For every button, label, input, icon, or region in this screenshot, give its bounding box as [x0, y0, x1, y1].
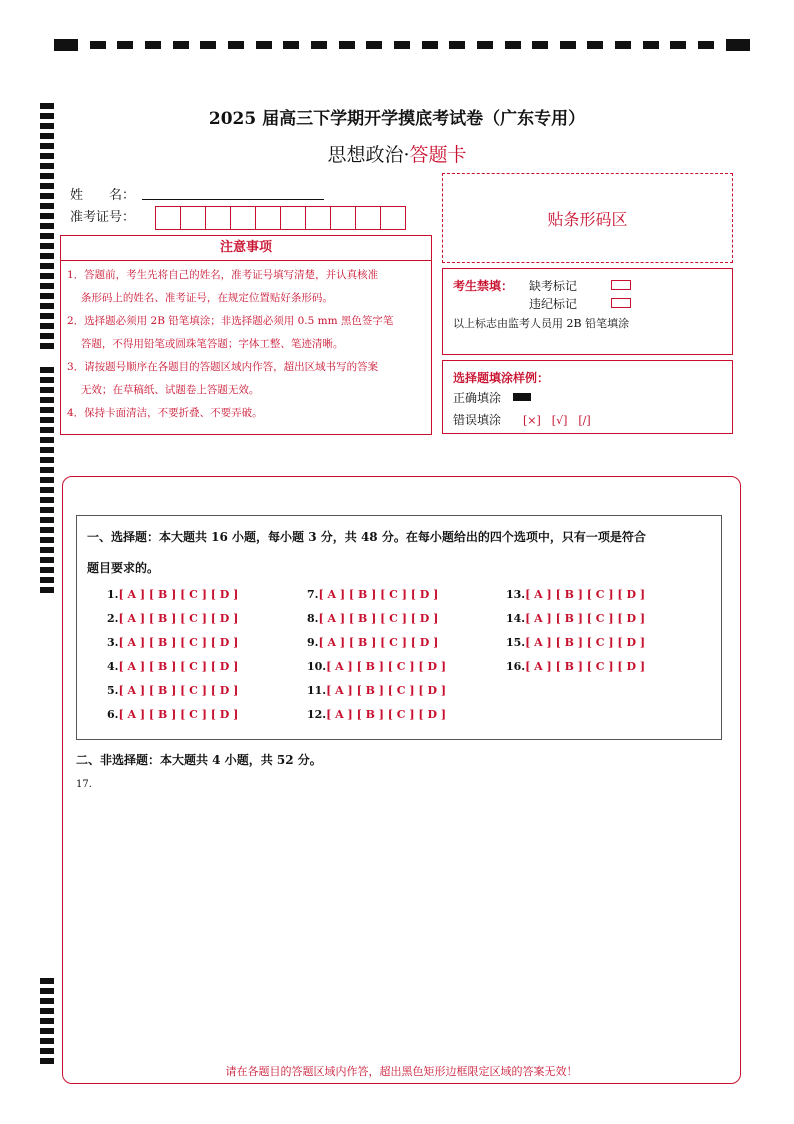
timing-mark	[40, 437, 54, 443]
id-digit-box[interactable]	[155, 206, 181, 230]
question-number: 5.	[107, 684, 119, 697]
timing-mark	[40, 467, 54, 473]
timing-mark	[40, 213, 54, 219]
absent-label: 缺考标记	[529, 279, 578, 293]
barcode-area: 贴条形码区	[442, 173, 733, 263]
timing-mark	[40, 507, 54, 513]
footer-warning: 请在各题目的答题区域内作答，超出黑色矩形边框限定区域的答案无效！	[225, 1065, 578, 1078]
question-17-label: 17.	[76, 779, 92, 790]
answer-bubbles[interactable]: [ A ] [ B ] [ C ] [ D ]	[118, 684, 239, 697]
timing-mark	[366, 41, 382, 49]
choice-question[interactable]	[107, 708, 238, 721]
answer-bubbles[interactable]: [ A ] [ B ] [ C ] [ D ]	[326, 660, 447, 673]
timing-mark	[560, 41, 576, 49]
timing-mark	[228, 41, 244, 49]
choice-question[interactable]	[506, 612, 645, 625]
timing-mark	[40, 367, 54, 373]
timing-mark	[40, 173, 54, 179]
notice-title: 注意事项	[61, 236, 431, 261]
answer-bubbles[interactable]: [ A ] [ B ] [ C ] [ D ]	[525, 636, 646, 649]
exam-title: 2025 届高三下学期开学摸底考试卷（广东专用）	[208, 109, 586, 129]
choice-question[interactable]	[506, 660, 645, 673]
answer-bubbles[interactable]: [ A ] [ B ] [ C ] [ D ]	[525, 612, 646, 625]
id-digit-box[interactable]	[180, 206, 206, 230]
timing-mark	[40, 377, 54, 383]
timing-mark	[40, 557, 54, 563]
notice-item: 条形码上的姓名、准考证号，在规定位置贴好条形码。	[67, 292, 333, 304]
timing-mark	[40, 417, 54, 423]
timing-mark	[40, 407, 54, 413]
notice-item: 3．请按题号顺序在各题目的答题区域内作答，超出区域书写的答案	[67, 361, 379, 373]
timing-mark	[40, 323, 54, 329]
answer-bubbles[interactable]: [ A ] [ B ] [ C ] [ D ]	[326, 684, 447, 697]
timing-mark	[54, 39, 78, 51]
top-timing-marks	[54, 39, 750, 51]
choice-question[interactable]	[107, 684, 238, 697]
timing-mark	[40, 1048, 54, 1054]
id-digit-box[interactable]	[355, 206, 381, 230]
timing-mark	[40, 313, 54, 319]
timing-mark	[256, 41, 272, 49]
timing-mark	[394, 41, 410, 49]
answer-bubbles[interactable]: [ A ] [ B ] [ C ] [ D ]	[318, 612, 439, 625]
timing-mark	[40, 527, 54, 533]
timing-mark	[40, 343, 54, 349]
timing-mark	[40, 998, 54, 1004]
timing-mark	[40, 577, 54, 583]
timing-mark	[40, 497, 54, 503]
choice-question[interactable]	[307, 612, 438, 625]
left-timing-marks-lower	[40, 978, 54, 1064]
question-17-answer-area[interactable]	[76, 796, 726, 1056]
timing-mark	[40, 333, 54, 339]
timing-mark	[40, 293, 54, 299]
notice-item: 4．保持卡面清洁，不要折叠、不要弄破。	[67, 407, 263, 419]
id-number-boxes[interactable]	[156, 206, 406, 230]
timing-mark	[40, 243, 54, 249]
timing-mark	[173, 41, 189, 49]
notice-item: 1．答题前，考生先将自己的姓名，准考证号填写清楚，并认真核准	[67, 269, 379, 281]
notice-item: 2．选择题必须用 2B 铅笔填涂；非选择题必须用 0.5 mm 黑色签字笔	[67, 315, 394, 327]
violation-mark-box[interactable]	[611, 298, 631, 308]
question-number: 4.	[107, 660, 119, 673]
question-number: 12.	[307, 708, 327, 721]
sample-title: 选择题填涂样例：	[453, 371, 550, 385]
question-number: 10.	[307, 660, 327, 673]
ban-title: 考生禁填：	[453, 279, 514, 293]
timing-mark	[40, 487, 54, 493]
choice-question[interactable]	[307, 588, 438, 601]
id-digit-box[interactable]	[205, 206, 231, 230]
id-digit-box[interactable]	[380, 206, 406, 230]
timing-mark	[40, 1018, 54, 1024]
timing-mark	[40, 273, 54, 279]
answer-bubbles[interactable]: [ A ] [ B ] [ C ] [ D ]	[118, 660, 239, 673]
timing-mark	[283, 41, 299, 49]
timing-mark	[726, 39, 750, 51]
subtitle	[0, 140, 794, 167]
timing-mark	[422, 41, 438, 49]
timing-mark	[40, 447, 54, 453]
question-number: 6.	[107, 708, 119, 721]
choice-question[interactable]	[506, 636, 645, 649]
timing-mark	[449, 41, 465, 49]
timing-mark	[40, 303, 54, 309]
id-label: 准考证号：	[70, 210, 136, 225]
timing-mark	[40, 283, 54, 289]
fill-sample-panel	[442, 360, 733, 434]
timing-mark	[40, 183, 54, 189]
id-digit-box[interactable]	[330, 206, 356, 230]
choice-question[interactable]	[307, 684, 446, 697]
question-number: 15.	[506, 636, 526, 649]
timing-mark	[40, 263, 54, 269]
choice-question[interactable]	[307, 636, 438, 649]
left-timing-marks-middle	[40, 367, 54, 593]
answer-bubbles[interactable]: [ A ] [ B ] [ C ] [ D ]	[318, 636, 439, 649]
timing-mark	[40, 427, 54, 433]
id-digit-box[interactable]	[280, 206, 306, 230]
timing-mark	[40, 547, 54, 553]
question-number: 2.	[107, 612, 119, 625]
wrong-fill-samples: [×] [√] [/]	[523, 414, 591, 427]
timing-mark	[698, 41, 714, 49]
answer-bubbles[interactable]: [ A ] [ B ] [ C ] [ D ]	[118, 612, 239, 625]
notice-list	[67, 264, 425, 425]
timing-mark	[40, 203, 54, 209]
answer-bubbles[interactable]: [ A ] [ B ] [ C ] [ D ]	[318, 588, 439, 601]
absent-mark-box[interactable]	[611, 280, 631, 290]
notice-item: 答题，不得用铅笔或圆珠笔答题；字体工整、笔迹清晰。	[67, 338, 344, 350]
name-field[interactable]	[142, 199, 324, 200]
timing-mark	[505, 41, 521, 49]
ban-note: 以上标志由监考人员用 2B 铅笔填涂	[453, 317, 630, 330]
violation-label: 违纪标记	[529, 297, 578, 311]
answer-bubbles[interactable]: [ A ] [ B ] [ C ] [ D ]	[118, 708, 239, 721]
question-number: 3.	[107, 636, 119, 649]
timing-mark	[40, 223, 54, 229]
timing-mark	[670, 41, 686, 49]
timing-mark	[311, 41, 327, 49]
id-digit-box[interactable]	[305, 206, 331, 230]
choice-question[interactable]	[107, 636, 238, 649]
answer-bubbles[interactable]: [ A ] [ B ] [ C ] [ D ]	[525, 660, 646, 673]
answer-bubbles[interactable]: [ A ] [ B ] [ C ] [ D ]	[118, 636, 239, 649]
correct-fill-sample	[513, 393, 531, 401]
answer-bubbles[interactable]: [ A ] [ B ] [ C ] [ D ]	[118, 588, 239, 601]
id-digit-box[interactable]	[230, 206, 256, 230]
notice-item: 无效；在草稿纸、试题卷上答题无效。	[67, 384, 260, 396]
correct-fill-label: 正确填涂	[453, 391, 502, 405]
question-number: 9.	[307, 636, 319, 649]
choice-section	[76, 515, 722, 740]
timing-mark	[40, 587, 54, 593]
timing-mark	[40, 978, 54, 984]
timing-mark	[587, 41, 603, 49]
choice-question[interactable]	[307, 708, 446, 721]
answer-card-label: 答题卡	[409, 144, 467, 166]
timing-mark	[477, 41, 493, 49]
timing-mark	[40, 133, 54, 139]
timing-mark	[40, 1008, 54, 1014]
timing-mark	[40, 477, 54, 483]
id-digit-box[interactable]	[255, 206, 281, 230]
timing-mark	[339, 41, 355, 49]
timing-mark	[200, 41, 216, 49]
timing-mark	[145, 41, 161, 49]
timing-mark	[40, 988, 54, 994]
timing-mark	[40, 233, 54, 239]
timing-mark	[40, 1028, 54, 1034]
answer-bubbles[interactable]: [ A ] [ B ] [ C ] [ D ]	[525, 588, 646, 601]
choice-question[interactable]	[506, 588, 645, 601]
timing-mark	[643, 41, 659, 49]
question-number: 11.	[307, 684, 327, 697]
question-number: 8.	[307, 612, 319, 625]
question-number: 16.	[506, 660, 526, 673]
timing-mark	[40, 253, 54, 259]
question-number: 1.	[107, 588, 119, 601]
question-number: 7.	[307, 588, 319, 601]
timing-mark	[90, 41, 106, 49]
timing-mark	[40, 193, 54, 199]
section1-instruction-cont: 题目要求的。	[87, 561, 160, 575]
timing-mark	[117, 41, 133, 49]
wrong-fill-label: 错误填涂	[453, 413, 502, 427]
notice-panel	[60, 235, 432, 435]
timing-mark	[615, 41, 631, 49]
timing-mark	[40, 387, 54, 393]
timing-mark	[40, 567, 54, 573]
question-number: 14.	[506, 612, 526, 625]
timing-mark	[40, 537, 54, 543]
timing-mark	[40, 397, 54, 403]
examiner-only-panel	[442, 268, 733, 355]
section2-title: 二、非选择题：本大题共 4 小题，共 52 分。	[76, 753, 322, 767]
timing-mark	[532, 41, 548, 49]
timing-mark	[40, 457, 54, 463]
timing-mark	[40, 517, 54, 523]
choice-question[interactable]	[107, 612, 238, 625]
choice-question[interactable]	[307, 660, 446, 673]
timing-mark	[40, 1058, 54, 1064]
question-number: 13.	[506, 588, 526, 601]
name-label: 姓 名：	[70, 188, 136, 203]
answer-bubbles[interactable]: [ A ] [ B ] [ C ] [ D ]	[326, 708, 447, 721]
section1-instruction: 一、选择题：本大题共 16 小题，每小题 3 分，共 48 分。在每小题给出的四个选项中，只有一项是符合	[87, 530, 646, 544]
timing-mark	[40, 1038, 54, 1044]
subject-label: 思想政治·	[327, 144, 410, 166]
choice-question[interactable]	[107, 660, 238, 673]
choice-question[interactable]	[107, 588, 238, 601]
